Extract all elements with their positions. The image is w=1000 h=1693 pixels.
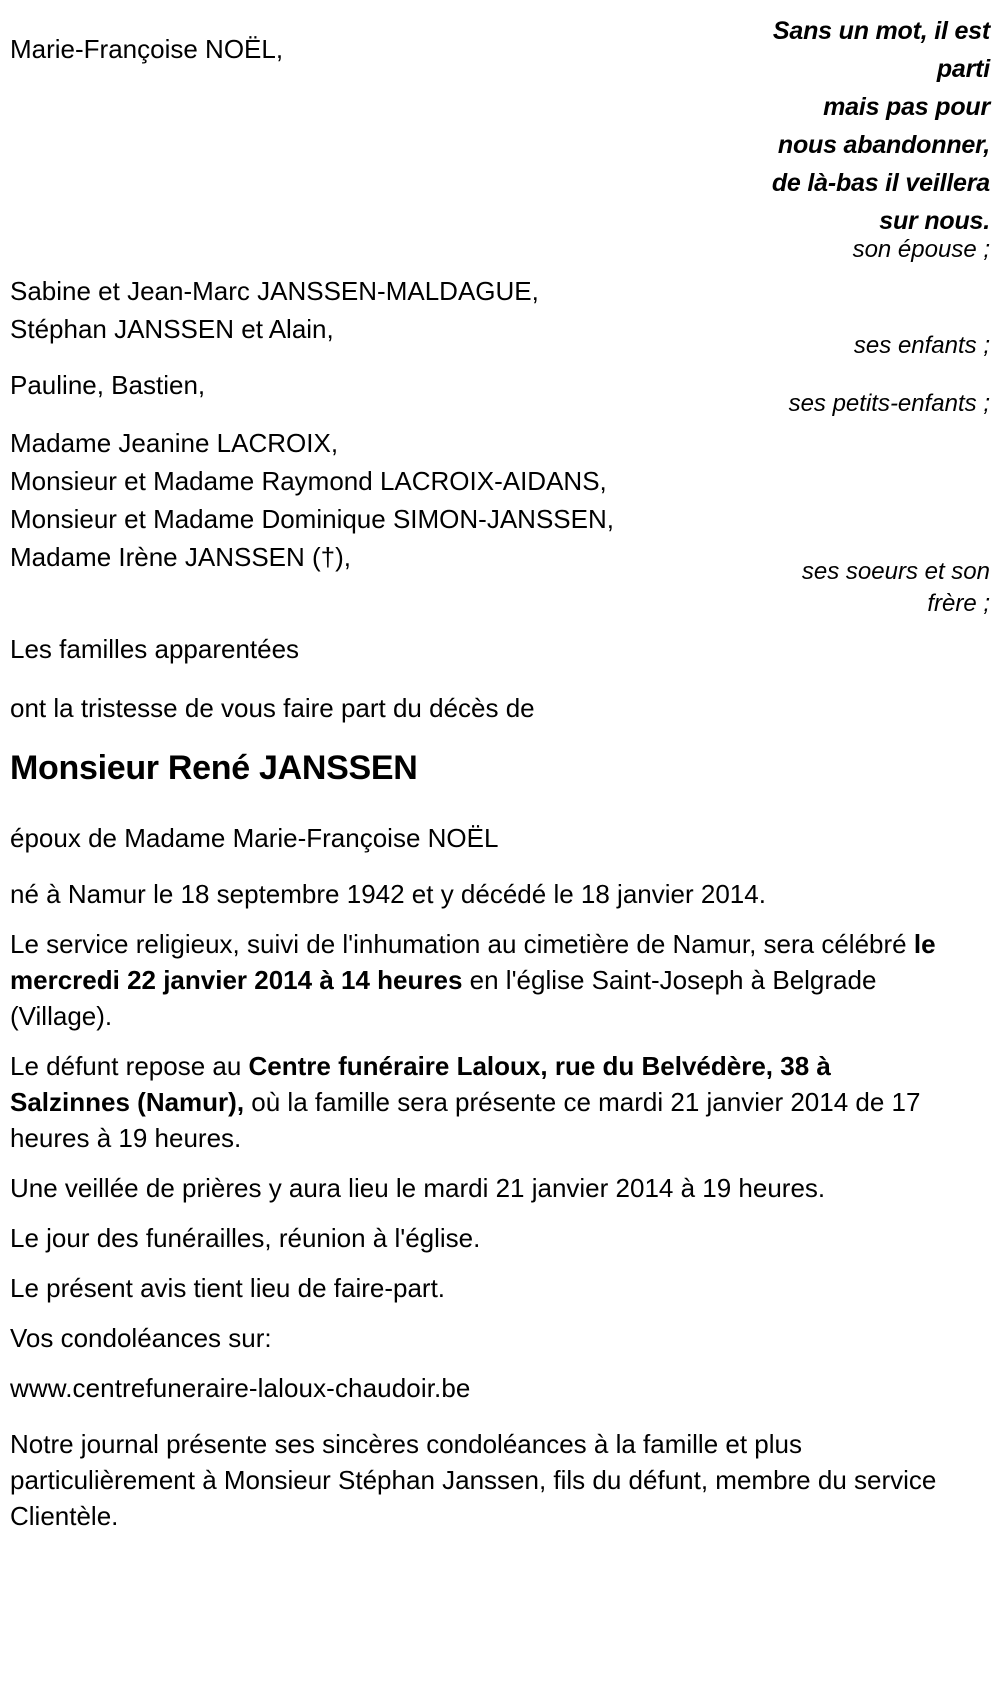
survivor-child-name: Sabine et Jean-Marc JANSSEN-MALDAGUE, (10, 276, 539, 306)
survivor-spouse-name: Marie-Françoise NOËL, (10, 34, 284, 64)
birth-death-line: né à Namur le 18 septembre 1942 et y décédé le 18 janvier 2014. (10, 879, 766, 909)
survivor-sibling-name: Monsieur et Madame Raymond LACROIX-AIDANS, (10, 466, 607, 496)
relation-label-siblings-line2: frère ; (927, 590, 990, 617)
survivor-sibling-name: Madame Jeanine LACROIX, (10, 428, 339, 458)
announcement-body (10, 690, 950, 1534)
gathering-line: Le jour des funérailles, réunion à l'église. (10, 1223, 481, 1253)
relation-label-siblings-line1: ses soeurs et son (801, 558, 990, 585)
condolences-label: Vos condoléances sur: (10, 1323, 272, 1353)
relation-label-spouse: son épouse ; (852, 236, 990, 263)
relation-label-children: ses enfants ; (853, 332, 990, 359)
repose-text-part2: où la famille sera présente ce mardi 21 janvier 2014 de 17 heures à 19 heures. (10, 1087, 921, 1153)
survivor-sibling-name: Madame Irène JANSSEN (†), (10, 542, 352, 572)
journal-condolences-note: Notre journal présente ses sincères condoléances à la famille et plus particulièrement à Monsieur Stéphan Janssen, fils du défunt, membre du service Clientèle. (10, 1429, 937, 1531)
service-datetime: le mercredi 22 janvier 2014 à 14 heures (10, 929, 936, 995)
extended-families-line: Les familles apparentées (10, 634, 300, 664)
funeral-home-address: Centre funéraire Laloux, rue du Belvédère, 38 à Salzinnes (Namur), (10, 1051, 831, 1117)
poem-line: de là-bas il veillera (771, 169, 990, 197)
announcement-intro: ont la tristesse de vous faire part du décès de (10, 693, 535, 723)
survivor-sibling-name: Monsieur et Madame Dominique SIMON-JANSSEN, (10, 504, 614, 534)
service-text-part2: en l'église Saint-Joseph à Belgrade (Village). (10, 965, 877, 1031)
poem-and-relations-column (690, 0, 990, 617)
memorial-poem (690, 0, 990, 240)
poem-line: parti (936, 55, 990, 83)
spouse-of-line: époux de Madame Marie-Françoise NOËL (10, 823, 499, 853)
survivor-child-name: Stéphan JANSSEN et Alain, (10, 314, 334, 344)
condolences-website-url[interactable]: www.centrefuneraire-laloux-chaudoir.be (10, 1373, 471, 1403)
prayer-vigil-line: Une veillée de prières y aura lieu le mardi 21 janvier 2014 à 19 heures. (10, 1173, 826, 1203)
survivors-and-poem-section (10, 0, 990, 690)
poem-line: nous abandonner, (777, 131, 990, 159)
poem-line: Sans un mot, il est (772, 17, 990, 45)
service-text-part1: Le service religieux, suivi de l'inhumation au cimetière de Namur, sera célébré (10, 929, 914, 959)
notice-statement-line: Le présent avis tient lieu de faire-part. (10, 1273, 446, 1303)
repose-location-paragraph (10, 1048, 950, 1156)
repose-text-part1: Le défunt repose au (10, 1051, 249, 1081)
deceased-name: Monsieur René JANSSEN (10, 749, 418, 787)
survivor-grandchild-names: Pauline, Bastien, (10, 370, 206, 400)
relation-label-grandchildren: ses petits-enfants ; (788, 390, 990, 417)
poem-line: sur nous. (879, 207, 990, 235)
religious-service-paragraph (10, 926, 950, 1034)
poem-line: mais pas pour (823, 93, 990, 121)
